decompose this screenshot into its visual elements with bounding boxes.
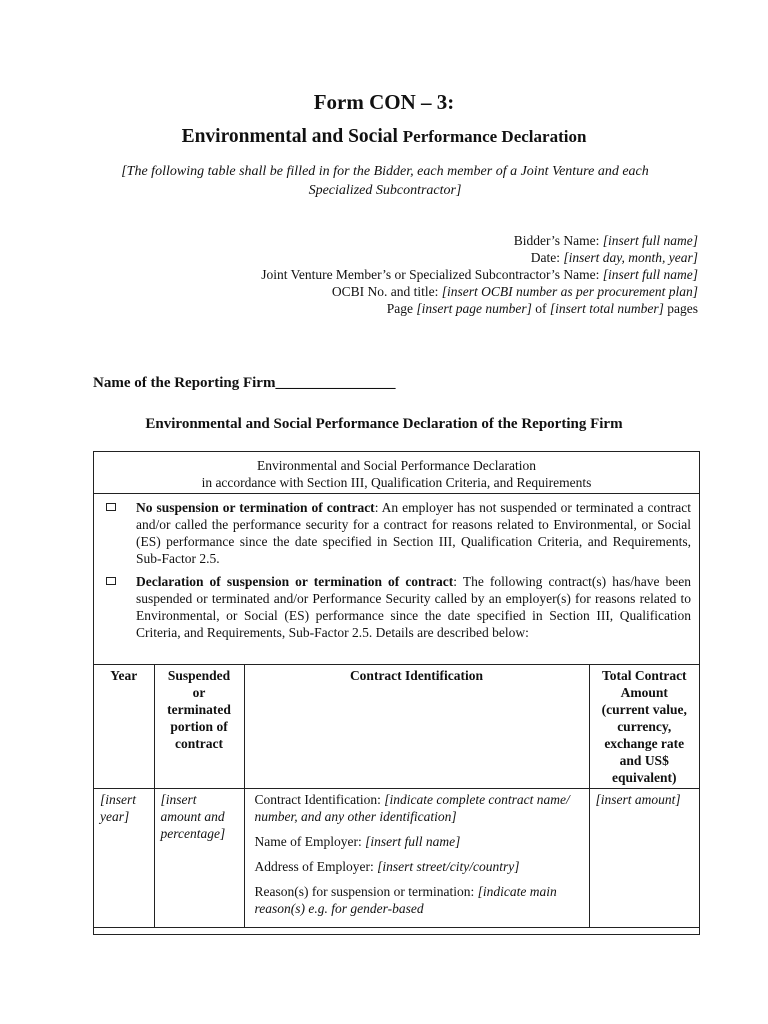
ocbi-value: [insert OCBI number as per procurement plan]	[441, 284, 698, 299]
table-header-line2: in accordance with Section III, Qualification Criteria, and Requirements	[201, 475, 592, 490]
column-header-identification: Contract Identification	[244, 665, 589, 789]
ident-address-value: [insert street/city/country]	[377, 859, 520, 874]
table-header-row	[94, 665, 699, 789]
declaration-table	[93, 451, 700, 935]
option-no-suspension-title: No suspension or termination of contract	[136, 500, 375, 515]
cell-year[interactable]: [insert year]	[94, 789, 154, 928]
form-title: Form CON – 3:	[313, 90, 455, 114]
date-line	[261, 249, 698, 266]
date-label: Date:	[530, 250, 564, 265]
jv-member-line	[261, 266, 698, 283]
table-row	[94, 789, 699, 928]
ocbi-label: OCBI No. and title:	[331, 284, 442, 299]
column-header-suspended: Suspended or terminated portion of contract	[154, 665, 244, 789]
ident-employer-value: [insert full name]	[365, 834, 461, 849]
ident-reason	[255, 883, 583, 917]
section-title: Environmental and Social Performance Declaration of the Reporting Firm	[145, 416, 623, 432]
page-number-value: [insert page number]	[416, 301, 532, 316]
bidder-name-line	[261, 232, 698, 249]
ident-address	[255, 858, 583, 875]
ident-reason-value: [indicate main reason(s) e.g. for gender-based	[254, 884, 557, 916]
page-line	[261, 300, 698, 317]
cell-total[interactable]: [insert amount]	[589, 789, 699, 928]
page-of-label: of	[531, 301, 550, 316]
option-suspension-declared-title: Declaration of suspension or termination of contract	[136, 574, 454, 589]
ident-contract-value: [indicate complete contract name/ number, and any other identification]	[254, 792, 570, 824]
page-total-value: [insert total number]	[549, 301, 664, 316]
main-title	[0, 126, 768, 148]
ident-employer-label: Name of Employer:	[254, 834, 366, 849]
option-no-suspension	[106, 499, 691, 567]
jv-member-label: Joint Venture Member’s or Specialized Subcontractor’s Name:	[261, 267, 603, 282]
main-title-part1: Environmental and Social	[181, 126, 403, 147]
declaration-table-header	[94, 452, 699, 494]
jv-member-value: [insert full name]	[602, 267, 698, 282]
option-no-suspension-text	[136, 499, 691, 567]
table-header-line1: Environmental and Social Performance Declaration	[257, 458, 536, 473]
main-title-part2: Performance Declaration	[402, 127, 587, 146]
bidder-info-block	[261, 232, 698, 317]
cell-identification[interactable]	[244, 789, 589, 928]
option-suspension-declared	[106, 573, 691, 641]
option-no-suspension-body: : An employer has not suspended or terminated a contract and/or called the performance security for a contract for reasons related to Environmental, or Social (ES) performance since the date specified in Section III, Qualification Criteria, and Requirements, Sub-Factor 2.5.	[136, 500, 691, 566]
declaration-options	[94, 494, 699, 665]
ident-address-label: Address of Employer:	[254, 859, 378, 874]
pages-label: pages	[663, 301, 698, 316]
ident-reason-label: Reason(s) for suspension or termination:	[254, 884, 478, 899]
ocbi-line	[261, 283, 698, 300]
option-suspension-declared-text	[136, 573, 691, 641]
instruction-text: [The following table shall be filled in for the Bidder, each member of a Joint Venture and each Specialized Subcontractor]	[121, 164, 649, 198]
bidder-name-label: Bidder’s Name:	[513, 233, 603, 248]
option-suspension-declared-body: : The following contract(s) has/have been suspended or terminated and/or Performance Security called by an employer(s) for reasons related to Environmental, or Social (ES) performance since the date specified in Section III, Qualification Criteria, and Requirements, Sub-Factor 2.5. Details are described below:	[136, 574, 691, 640]
date-value: [insert day, month, year]	[563, 250, 698, 265]
page-label: Page	[386, 301, 417, 316]
ident-contract	[255, 791, 583, 825]
contract-details-table	[94, 665, 699, 928]
cell-suspended[interactable]: [insert amount and percentage]	[154, 789, 244, 928]
column-header-total: Total Contract Amount (current value, currency, exchange rate and US$ equivalent)	[589, 665, 699, 789]
ident-employer	[255, 833, 583, 850]
bidder-name-value: [insert full name]	[602, 233, 698, 248]
no-suspension-checkbox[interactable]	[106, 503, 116, 511]
reporting-firm-label: Name of the Reporting Firm________________	[93, 375, 396, 391]
column-header-year: Year	[94, 665, 154, 789]
ident-contract-label: Contract Identification:	[254, 792, 385, 807]
suspension-declared-checkbox[interactable]	[106, 577, 116, 585]
